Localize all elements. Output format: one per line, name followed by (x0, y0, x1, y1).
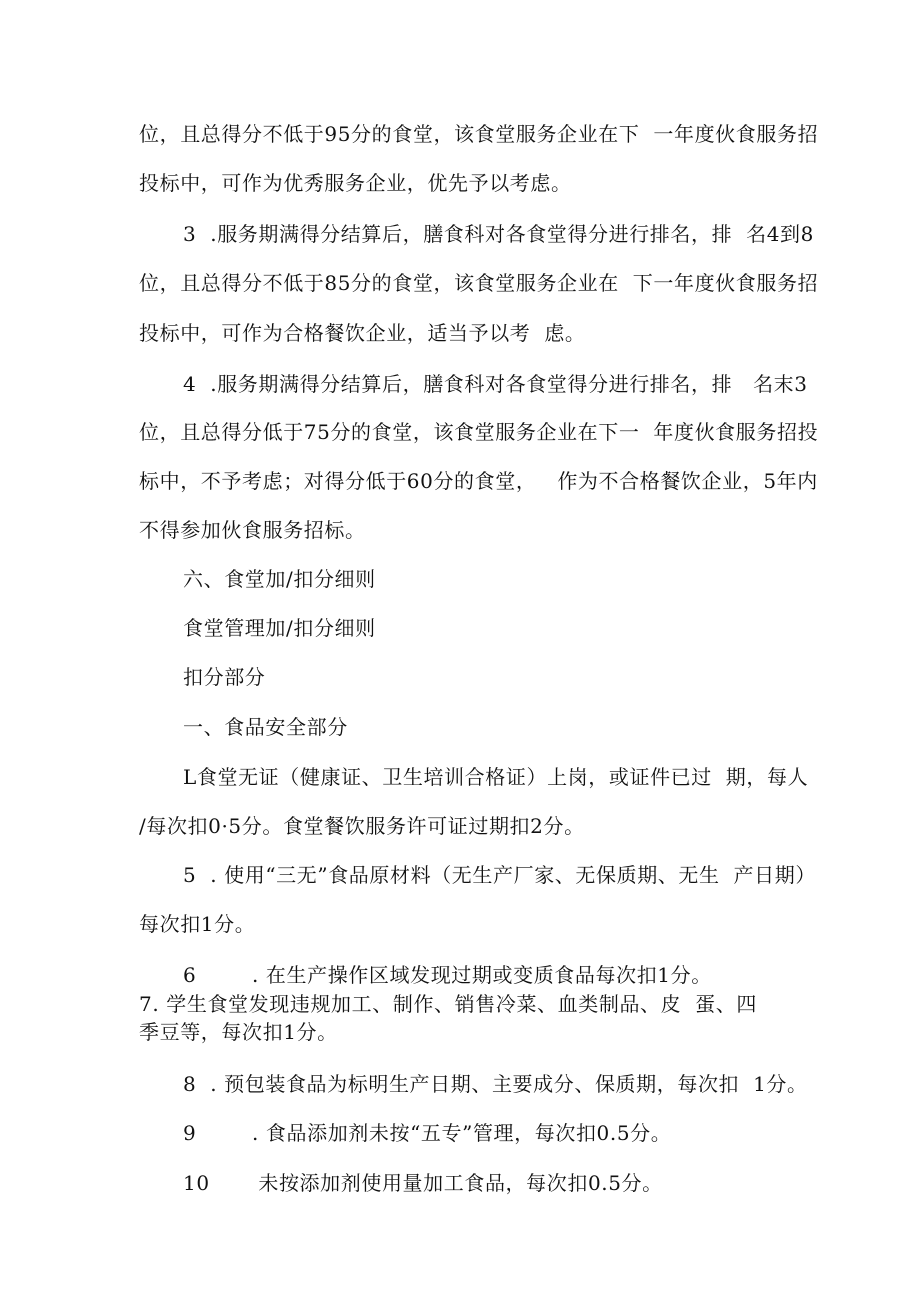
paragraph-line: 季豆等，每次扣1分。 (139, 1020, 338, 1044)
paragraph-line: 标中，不予考虑；对得分低于60分的食堂， 作为不合格餐饮企业，5年内 (139, 469, 818, 493)
subsection-heading: 一、食品安全部分 (183, 715, 348, 739)
paragraph-line: 投标中，可作为优秀服务企业，优先予以考虑。 (139, 171, 572, 195)
paragraph-line: 位，且总得分低于75分的食堂，该食堂服务企业在下一 年度伙食服务招投 (139, 420, 819, 444)
paragraph-line: 投标中，可作为合格餐饮企业，适当予以考 虑。 (139, 321, 586, 345)
list-item-10-line: 10 未按添加剂使用量加工食品，每次扣0.5分。 (183, 1171, 663, 1195)
paragraph-line: 每次扣1分。 (139, 912, 256, 936)
subsection-heading: 扣分部分 (183, 665, 266, 689)
paragraph-line: /每次扣0·5分。食堂餐饮服务许可证过期扣2分。 (139, 814, 585, 838)
list-item-7-line: 7. 学生食堂发现违规加工、制作、销售冷菜、血类制品、皮 蛋、四 (139, 992, 757, 1016)
list-item-6-line: 6 . 在生产操作区域发现过期或变质食品每次扣1分。 (183, 963, 712, 987)
paragraph-line: 位，且总得分不低于95分的食堂，该食堂服务企业在下 一年度伙食服务招 (139, 122, 819, 146)
list-item-8-line: 8 . 预包装食品为标明生产日期、主要成分、保质期，每次扣 1分。 (183, 1072, 808, 1096)
list-item-1-line: L食堂无证（健康证、卫生培训合格证）上岗，或证件已过 期，每人 (183, 765, 809, 789)
list-item-4-line: 4 .服务期满得分结算后，膳食科对各食堂得分进行排名，排 名末3 (183, 372, 808, 396)
paragraph-line: 位，且总得分不低于85分的食堂，该食堂服务企业在 下一年度伙食服务招 (139, 271, 819, 295)
section-heading: 六、食堂加/扣分细则 (183, 567, 376, 591)
list-item-3-line: 3 .服务期满得分结算后，膳食科对各食堂得分进行排名，排 名4到8 (183, 222, 814, 246)
paragraph-line: 不得参加伙食服务招标。 (139, 518, 366, 542)
list-item-5-line: 5 . 使用“三无”食品原材料（无生产厂家、无保质期、无生 产日期） (183, 863, 816, 887)
list-item-9-line: 9 . 食品添加剂未按“五专”管理，每次扣0.5分。 (183, 1121, 672, 1145)
subsection-heading: 食堂管理加/扣分细则 (183, 616, 376, 640)
